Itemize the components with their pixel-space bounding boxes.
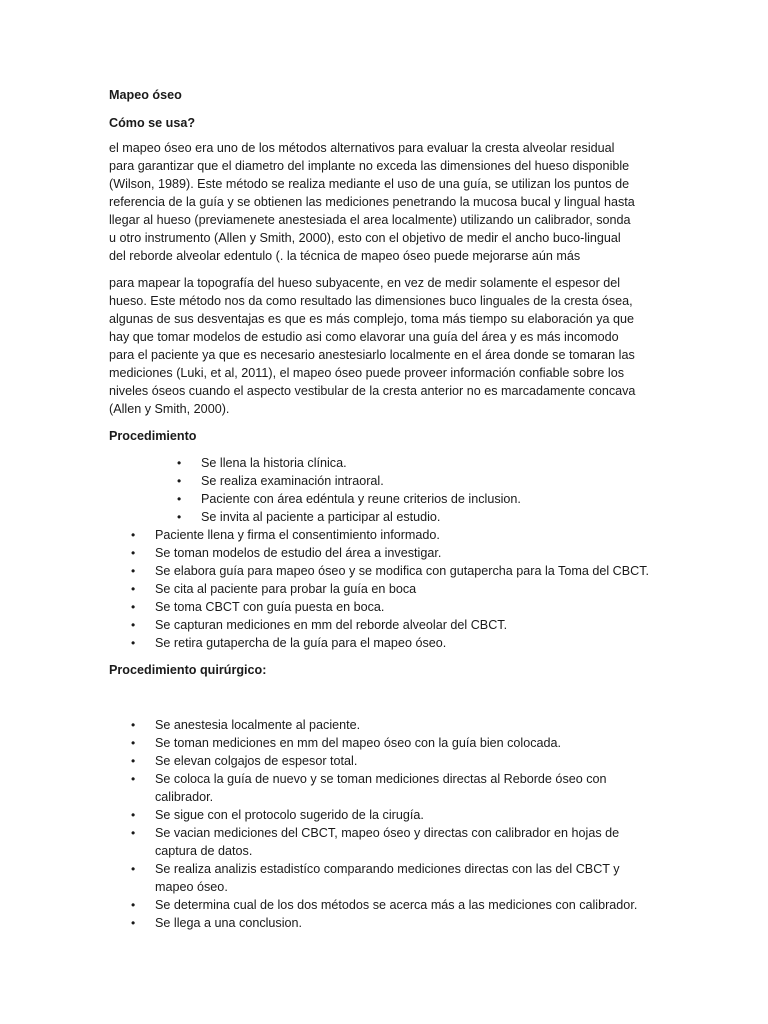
bullet-icon: • xyxy=(131,564,136,578)
bullet-icon: • xyxy=(131,808,136,822)
document-page xyxy=(109,86,659,932)
list-item-text: Se toman modelos de estudio del área a investigar. xyxy=(155,546,442,560)
bullet-icon: • xyxy=(131,898,136,912)
list-item xyxy=(109,634,659,652)
list-item-text: Se retira gutapercha de la guía para el mapeo óseo. xyxy=(155,636,447,650)
list-item xyxy=(109,580,659,598)
bullet-icon: • xyxy=(131,736,136,750)
paragraph-line: (Wilson, 1989). Este método se realiza mediante el uso de una guía, se utilizan los puntos de xyxy=(109,177,630,191)
list-item xyxy=(109,598,659,616)
list-item-text-continued: captura de datos. xyxy=(155,844,253,858)
paragraph-line: mediciones (Luki, et al, 2011), el mapeo óseo puede proveer información confiable sobre los xyxy=(109,366,625,380)
procedure-heading: Procedimiento xyxy=(109,429,197,443)
paragraph-line: para mapear la topografía del hueso subyacente, en vez de medir solamente el espesor del xyxy=(109,276,621,290)
bullet-icon: • xyxy=(131,862,136,876)
bullet-icon: • xyxy=(177,510,182,524)
bullet-icon: • xyxy=(177,492,182,506)
list-item xyxy=(109,562,659,580)
list-item xyxy=(109,544,659,562)
list-item-text: Se toman mediciones en mm del mapeo óseo con la guía bien colocada. xyxy=(155,736,562,750)
procedure-steps-list xyxy=(109,526,659,652)
list-item-text-continued: mapeo óseo. xyxy=(155,880,228,894)
list-item xyxy=(109,490,659,508)
list-item-text: Se coloca la guía de nuevo y se toman mediciones directas al Reborde óseo con xyxy=(155,772,607,786)
bullet-icon: • xyxy=(131,582,136,596)
list-item xyxy=(109,752,659,770)
list-item-text: Se realiza examinación intraoral. xyxy=(201,474,384,488)
paragraph-line: llegar al hueso (previamenete anestesiada el area localmente) utilizando un calibrador, sonda xyxy=(109,213,631,227)
list-item xyxy=(109,770,659,806)
list-item xyxy=(109,526,659,544)
document-title: Mapeo óseo xyxy=(109,88,182,102)
list-item-text: Se cita al paciente para probar la guía en boca xyxy=(155,582,417,596)
bullet-icon: • xyxy=(131,546,136,560)
section-subtitle: Cómo se usa? xyxy=(109,116,196,130)
list-item xyxy=(109,824,659,860)
list-item-text: Se determina cual de los dos métodos se acerca más a las mediciones con calibrador. xyxy=(155,898,638,912)
list-item-text: Se sigue con el protocolo sugerido de la cirugía. xyxy=(155,808,424,822)
list-item-text: Se capturan mediciones en mm del reborde alveolar del CBCT. xyxy=(155,618,508,632)
bullet-icon: • xyxy=(131,916,136,930)
bullet-icon: • xyxy=(131,618,136,632)
list-item-text: Se vacian mediciones del CBCT, mapeo óseo y directas con calibrador en hojas de xyxy=(155,826,620,840)
list-item-text-continued: calibrador. xyxy=(155,790,214,804)
bullet-icon: • xyxy=(131,772,136,786)
paragraph-line: el mapeo óseo era uno de los métodos alternativos para evaluar la cresta alveolar residual xyxy=(109,141,615,155)
list-item-text: Se llena la historia clínica. xyxy=(201,456,347,470)
paragraph-line: (Allen y Smith, 2000). xyxy=(109,402,230,416)
bullet-icon: • xyxy=(131,528,136,542)
paragraph-line: para el paciente ya que es necesario anestesiarlo localmente en el área donde se tomaran las xyxy=(109,348,635,362)
list-item-text: Se toma CBCT con guía puesta en boca. xyxy=(155,600,385,614)
list-item xyxy=(109,806,659,824)
paragraph-line: algunas de sus desventajas es que es más complejo, toma más tiempo su elaboración ya que xyxy=(109,312,635,326)
bullet-icon: • xyxy=(131,826,136,840)
list-item-text: Se realiza analizis estadistíco comparando mediciones directas con las del CBCT y xyxy=(155,862,620,876)
list-item-text: Paciente llena y firma el consentimiento informado. xyxy=(155,528,440,542)
list-item xyxy=(109,472,659,490)
list-item-text: Se anestesia localmente al paciente. xyxy=(155,718,361,732)
bullet-icon: • xyxy=(131,718,136,732)
paragraph-1 xyxy=(109,139,659,265)
bullet-icon: • xyxy=(177,456,182,470)
bullet-icon: • xyxy=(131,636,136,650)
list-item xyxy=(109,454,659,472)
paragraph-line: para garantizar que el diametro del implante no exceda las dimensiones del hueso disponible xyxy=(109,159,630,173)
surgical-heading: Procedimiento quirúrgico: xyxy=(109,663,267,677)
procedure-indented-list xyxy=(109,454,659,526)
list-item xyxy=(109,616,659,634)
list-item-text: Se elevan colgajos de espesor total. xyxy=(155,754,358,768)
surgical-steps-list xyxy=(109,716,659,932)
paragraph-line: referencia de la guía y se obtienen las mediciones penetrando la mucosa bucal y lingual hasta xyxy=(109,195,635,209)
paragraph-line: hueso. Este método nos da como resultado las dimensiones buco linguales de la cresta ósea, xyxy=(109,294,633,308)
list-item-text: Se llega a una conclusion. xyxy=(155,916,303,930)
list-item xyxy=(109,896,659,914)
bullet-icon: • xyxy=(131,754,136,768)
paragraph-line: u otro instrumento (Allen y Smith, 2000), esto con el objetivo de medir el ancho buco-lingual xyxy=(109,231,621,245)
list-item xyxy=(109,508,659,526)
list-item-text: Se invita al paciente a participar al estudio. xyxy=(201,510,441,524)
list-item xyxy=(109,860,659,896)
list-item-text: Se elabora guía para mapeo óseo y se modifica con gutapercha para la Toma del CBCT. xyxy=(155,564,650,578)
paragraph-line: niveles óseos cuando el aspecto vestibular de la cresta anterior no es marcadamente concava xyxy=(109,384,636,398)
bullet-icon: • xyxy=(131,600,136,614)
list-item xyxy=(109,914,659,932)
list-item xyxy=(109,716,659,734)
paragraph-line: del reborde alveolar edentulo (. la técnica de mapeo óseo puede mejorarse aún más xyxy=(109,249,581,263)
list-item-text: Paciente con área edéntula y reune criterios de inclusion. xyxy=(201,492,521,506)
paragraph-2 xyxy=(109,274,659,418)
list-item xyxy=(109,734,659,752)
bullet-icon: • xyxy=(177,474,182,488)
paragraph-line: hay que tomar modelos de estudio asi como elavorar una guía del área y es más incomodo xyxy=(109,330,619,344)
